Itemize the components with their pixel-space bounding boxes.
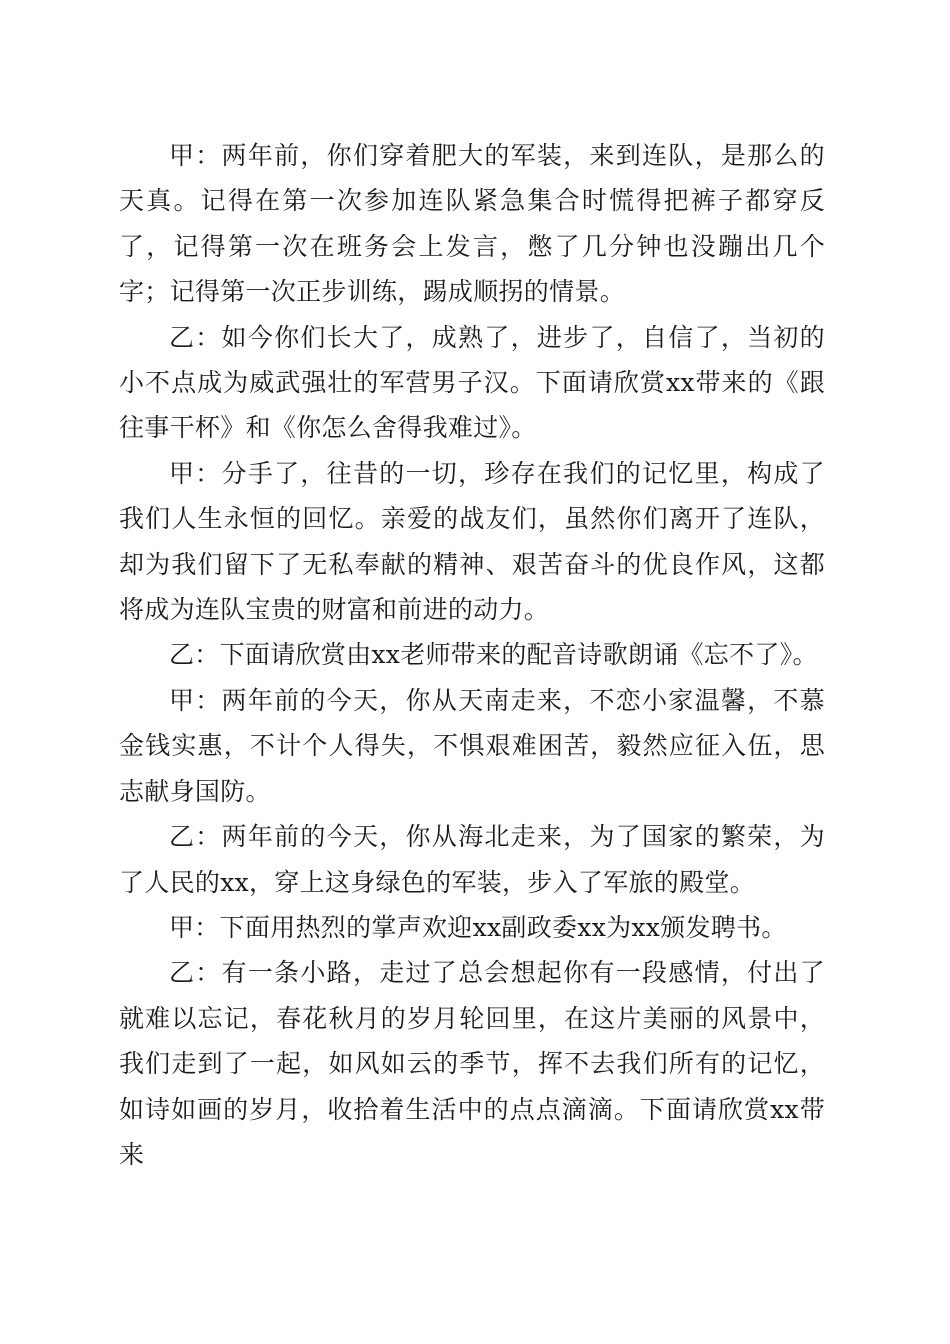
- paragraph-1: 甲：两年前，你们穿着肥大的军装，来到连队，是那么的天真。记得在第一次参加连队紧急集合时慌得把裤子都穿反了，记得第一次在班务会上发言，憋了几分钟也没蹦出几个字；记得第一次正步训练，踢成顺拐的情景。: [119, 141, 825, 307]
- document-body: [119, 133, 825, 1177]
- paragraph-4: 乙：下面请欣赏由xx老师带来的配音诗歌朗诵《忘不了》。: [169, 640, 818, 670]
- paragraph-2: 乙：如今你们长大了，成熟了，进步了，自信了，当初的小不点成为威武强壮的军营男子汉。下面请欣赏xx带来的《跟往事干杯》和《你怎么舍得我难过》。: [119, 322, 825, 443]
- paragraph-5: 甲：两年前的今天，你从天南走来，不恋小家温馨，不慕金钱实惠，不计个人得失，不惧艰难困苦，毅然应征入伍，思志献身国防。: [119, 685, 825, 806]
- paragraph-6: 乙：两年前的今天，你从海北走来，为了国家的繁荣，为了人民的xx，穿上这身绿色的军装，步入了军旅的殿堂。: [119, 822, 825, 897]
- paragraph-3: 甲：分手了，往昔的一切，珍存在我们的记忆里，构成了我们人生永恒的回忆。亲爱的战友们，虽然你们离开了连队，却为我们留下了无私奉献的精神、艰苦奋斗的优良作风，这都将成为连队宝贵的财富和前进的动力。: [119, 458, 825, 625]
- paragraph-7: 甲：下面用热烈的掌声欢迎xx副政委xx为xx颁发聘书。: [169, 912, 787, 942]
- paragraph-8: 乙：有一条小路，走过了总会想起你有一段感情，付出了就难以忘记，春花秋月的岁月轮回里，在这片美丽的风景中，我们走到了一起，如风如云的季节，挥不去我们所有的记忆，如诗如画的岁月，收拾着生活中的点点滴滴。下面请欣赏xx带来: [119, 958, 825, 1169]
